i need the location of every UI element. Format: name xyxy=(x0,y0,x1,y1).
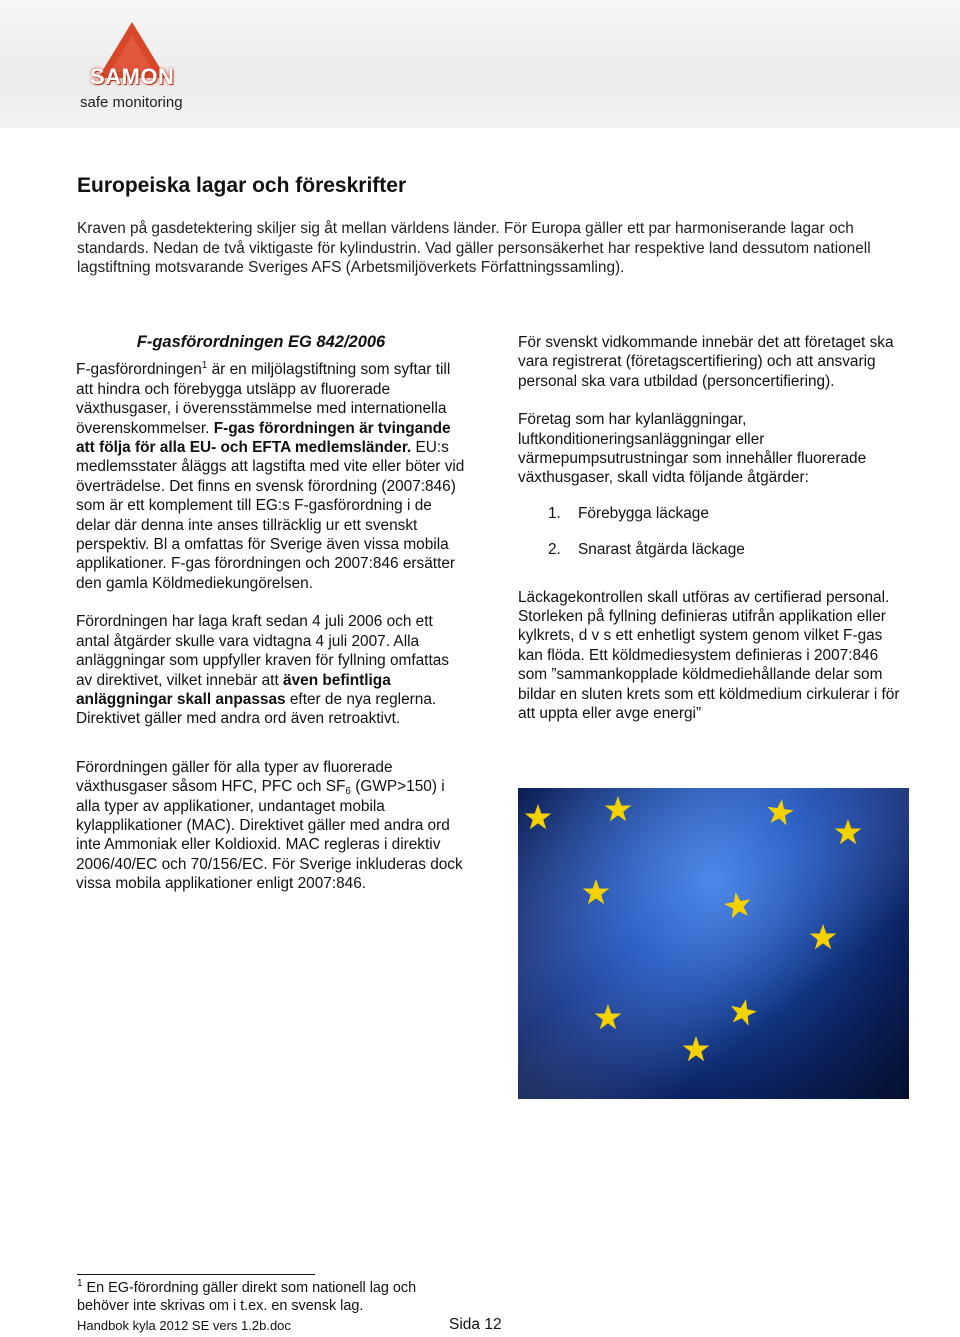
list-text: Snarast åtgärda läckage xyxy=(578,541,745,559)
left-paragraph-3 xyxy=(76,758,466,894)
samon-logo xyxy=(78,20,188,112)
footnote-text: En EG-förordning gäller direkt som nationell lag och behöver inte skrivas om i t.ex. en svensk lag. xyxy=(77,1280,417,1314)
left-paragraph-2 xyxy=(76,612,466,728)
footnote-number: 1 xyxy=(77,1278,83,1289)
logo-tagline: safe monitoring xyxy=(80,94,183,111)
text-run: (GWP>150) i alla typer av applikationer, undantaget mobila kylapplikationer (MAC). Direktivet gäller med andra ord inte Ammoniak eller Koldioxid. MAC regleras i direktiv 2006/40/EC och 70/156/EC. För Sverige inkluderas dock vissa mobila applikationer enligt 2007:846. xyxy=(76,778,463,893)
page-title: Europeiska lagar och föreskrifter xyxy=(77,174,407,197)
footer-doc-name: Handbok kyla 2012 SE vers 1.2b.doc xyxy=(77,1318,291,1333)
text-run: efter de nya reglerna. Direktivet gäller med andra ord även retroaktivt. xyxy=(76,690,437,728)
action-list xyxy=(518,504,908,560)
eu-flag-stars xyxy=(518,788,909,1099)
logo-name: SAMON xyxy=(90,64,175,89)
right-paragraph-3: Läckagekontrollen skall utföras av certifierad personal. Storleken på fyllning definieras utifrån applikation eller kylkrets, d v s ett enhetligt system genom vilket F-gas kan flöda. Ett köldmediesystem definieras i 2007:846 som ”sammankopplade köldmediehållande delar som bildar en sluten krets som ett köldmedium cirkulerar i för att uppta eller avge energi” xyxy=(518,588,900,723)
right-paragraph-2: Företag som har kylanläggningar, luftkonditioneringsanläggningar eller värmepumpsutrustningar som innehåller fluorerade växthusgaser, skall vidta följande åtgärder: xyxy=(518,411,867,487)
bold-statement: F-gas förordningen är tvingande att följa för alla EU- och EFTA medlemsländer. xyxy=(76,419,451,457)
subscript: 6 xyxy=(345,786,351,798)
eu-flag-image xyxy=(518,788,909,1099)
left-paragraph-1 xyxy=(76,360,466,593)
footnote xyxy=(77,1279,457,1315)
intro-paragraph: Kraven på gasdetektering skiljer sig åt mellan världens länder. För Europa gäller ett par harmoniserande lagar och standards. Nedan de två viktigaste för kylindustrin. Vad gäller personsäkerhet har respektive land dessutom nationell lagstiftning motsvarande Sveriges AFS (Arbetsmiljöverkets Författningssamling). xyxy=(77,220,871,276)
footnote-separator xyxy=(77,1274,315,1275)
bold-statement: även befintliga anläggningar skall anpassas xyxy=(76,671,391,708)
list-number: 1. xyxy=(548,504,561,522)
text-run: EU:s medlemsstater åläggs att lagstifta med vite eller böter vid överträdelse. Det finns en svensk förordning (2007:846) som är ett komplement till EG:s F-gasförordning i de delar där denna inte anses tillräcklig ur ett svenskt perspektiv. Bl a omfattas för Sverige även vissa mobila applikationer. F-gas förordningen och 2007:846 ersätter den gamla Köldmediekungörelsen. xyxy=(76,439,465,592)
footnote-ref: 1 xyxy=(201,360,208,372)
page-header xyxy=(0,0,960,128)
section-heading: F-gasförordningen EG 842/2006 xyxy=(136,333,386,351)
text-run: är en miljölagstiftning som syftar till att hindra och förebygga utsläpp av fluorerade växthusgaser, i överensstämmelse med internationella överenskommelser. xyxy=(76,361,451,437)
list-text: Förebygga läckage xyxy=(578,504,709,522)
right-paragraph-1: För svenskt vidkommande innebär det att företaget ska vara registrerat (företagscertifiering) och att ansvarig personal ska vara utbildad (personcertifiering). xyxy=(518,334,894,390)
list-item xyxy=(518,540,908,559)
text-run: F-gasförordningen xyxy=(76,361,202,379)
text-run: Förordningen gäller för alla typer av fluorerade växthusgaser såsom HFC, PFC och SF xyxy=(76,758,393,796)
list-number: 2. xyxy=(548,541,561,559)
list-item xyxy=(518,504,908,523)
footer-page-number: Sida 12 xyxy=(449,1316,502,1333)
right-column xyxy=(518,333,908,724)
left-column xyxy=(76,333,466,894)
text-run: Förordningen har laga kraft sedan 4 juli 2006 och ett antal åtgärder skulle vara vidtagna 4 juli 2007. Alla anläggningar som uppfyller kraven för fyllning omfattas av direktivet, vilket innebär att xyxy=(76,613,449,689)
